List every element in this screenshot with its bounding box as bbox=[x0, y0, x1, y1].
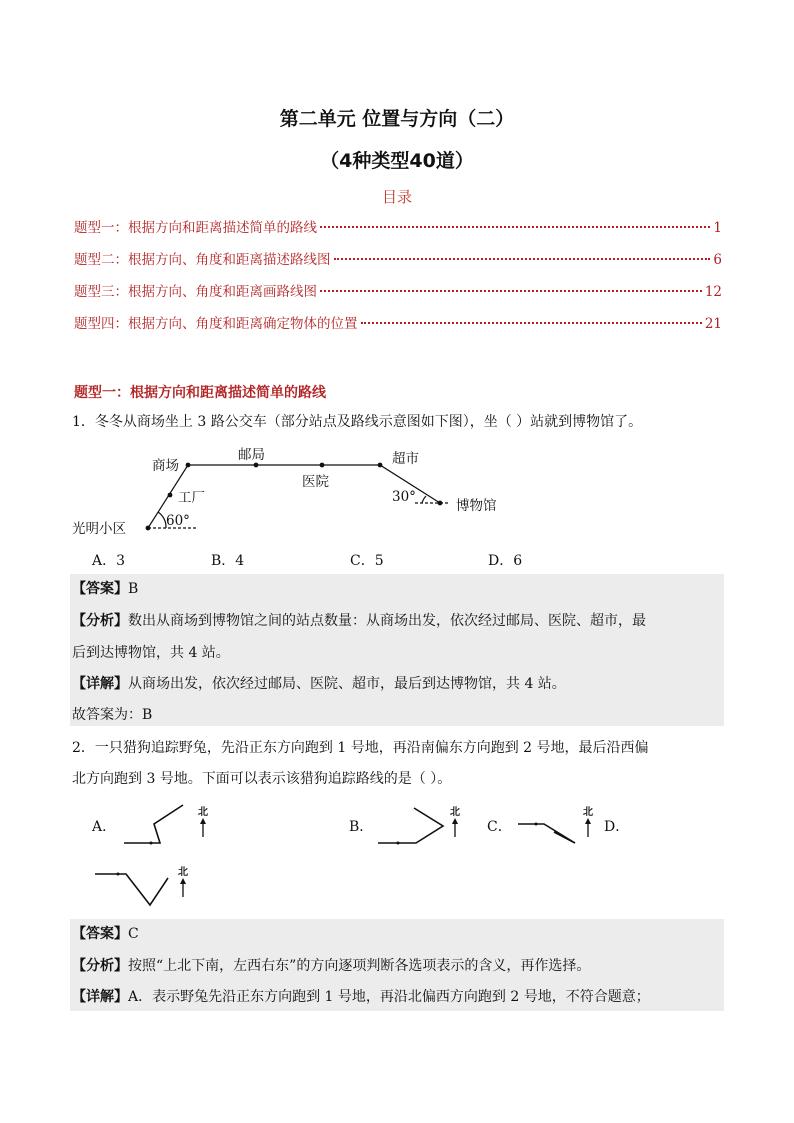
section-heading: 题型一：根据方向和距离描述简单的路线 bbox=[74, 385, 326, 401]
q2-option-d[interactable]: D． bbox=[604, 819, 630, 835]
option-d[interactable]: D．6 bbox=[488, 553, 523, 569]
north-label: 北 bbox=[198, 807, 208, 818]
toc-item-label: 题型三：根据方向、角度和距离画路线图 bbox=[74, 284, 317, 300]
option-b[interactable]: B．4 bbox=[211, 553, 245, 569]
label-mall: 商场 bbox=[152, 458, 179, 474]
label-hospital: 医院 bbox=[302, 474, 329, 490]
toc-leader bbox=[320, 226, 710, 228]
toc-item-page: 21 bbox=[704, 316, 722, 332]
toc-item-page: 12 bbox=[704, 284, 722, 300]
q2-option-c[interactable]: C． bbox=[487, 819, 512, 835]
question-1-text: 1．冬冬从商场坐上 3 路公交车（部分站点及路线示意图如下图），坐（ ）站就到博物馆了。 bbox=[72, 414, 643, 430]
analysis-line: 【分析】数出从商场到博物馆之间的站点数量：从商场出发，依次经过邮局、医院、超市，最 bbox=[72, 613, 646, 629]
label-museum: 博物馆 bbox=[456, 498, 497, 514]
toc-leader bbox=[361, 322, 702, 324]
question-2-text: 2．一只猎狗追踪野兔，先沿正东方向跑到 1 号地，再沿南偏东方向跑到 2 号地，最后沿西偏 bbox=[72, 740, 649, 756]
station-dot bbox=[186, 463, 191, 468]
toc-item[interactable] bbox=[74, 312, 722, 332]
toc-item[interactable] bbox=[74, 248, 722, 268]
station-dot bbox=[438, 501, 443, 506]
path-diagram-b bbox=[374, 800, 474, 850]
analysis-line-2: 后到达博物馆，共 4 站。 bbox=[72, 645, 230, 661]
toc-item[interactable] bbox=[74, 216, 722, 236]
toc-item-label: 题型四：根据方向、角度和距离确定物体的位置 bbox=[74, 316, 358, 332]
toc-heading: 目录 bbox=[381, 188, 412, 206]
page-title: 第二单元 位置与方向（二） bbox=[279, 108, 515, 130]
analysis-line: 【分析】按照“上北下南，左西右东”的方向逐项判断各选项表示的含义，再作选择。 bbox=[72, 958, 591, 974]
conclusion-line: 故答案为：B bbox=[72, 707, 153, 723]
north-label: 北 bbox=[583, 807, 593, 818]
answer-line: 【答案】B bbox=[72, 581, 139, 597]
toc-leader bbox=[334, 258, 711, 260]
toc-leader bbox=[320, 290, 702, 292]
label-post-office: 邮局 bbox=[238, 447, 265, 463]
path-diagram-a bbox=[120, 800, 220, 850]
path-diagram-d bbox=[92, 860, 202, 910]
toc-item-page: 6 bbox=[713, 252, 722, 268]
page-subtitle: （4种类型40道） bbox=[320, 150, 474, 172]
label-angle-60: 60° bbox=[166, 513, 190, 529]
north-label: 北 bbox=[450, 807, 460, 818]
toc-item-label: 题型二：根据方向、角度和距离描述路线图 bbox=[74, 252, 331, 268]
station-dot bbox=[378, 463, 383, 468]
answer-line: 【答案】C bbox=[72, 926, 139, 942]
station-dot bbox=[254, 463, 259, 468]
toc-item-page: 1 bbox=[713, 220, 722, 236]
label-supermarket: 超市 bbox=[392, 451, 419, 467]
question-2-text-2: 北方向跑到 3 号地。下面可以表示该猎狗追踪路线的是（ ）。 bbox=[72, 771, 452, 787]
label-angle-30: 30° bbox=[392, 489, 416, 505]
option-a[interactable]: A．3 bbox=[92, 553, 126, 569]
q2-option-b[interactable]: B． bbox=[349, 819, 374, 835]
north-label: 北 bbox=[178, 867, 188, 878]
label-factory: 工厂 bbox=[178, 490, 205, 506]
toc-item-label: 题型一：根据方向和距离描述简单的路线 bbox=[74, 220, 317, 236]
route-diagram bbox=[70, 442, 520, 542]
station-dot bbox=[146, 526, 151, 531]
station-dot bbox=[320, 463, 325, 468]
q2-option-a[interactable]: A． bbox=[92, 819, 117, 835]
toc-item[interactable] bbox=[74, 280, 722, 300]
path-diagram-c bbox=[512, 800, 602, 850]
label-guangming: 光明小区 bbox=[72, 521, 126, 537]
option-c[interactable]: C．5 bbox=[350, 553, 384, 569]
detail-line: 【详解】从商场出发，依次经过邮局、医院、超市，最后到达博物馆，共 4 站。 bbox=[72, 676, 566, 692]
station-dot bbox=[168, 493, 173, 498]
detail-line: 【详解】A．表示野兔先沿正东方向跑到 1 号地，再沿北偏西方向跑到 2 号地，不符合题意； bbox=[72, 989, 650, 1005]
